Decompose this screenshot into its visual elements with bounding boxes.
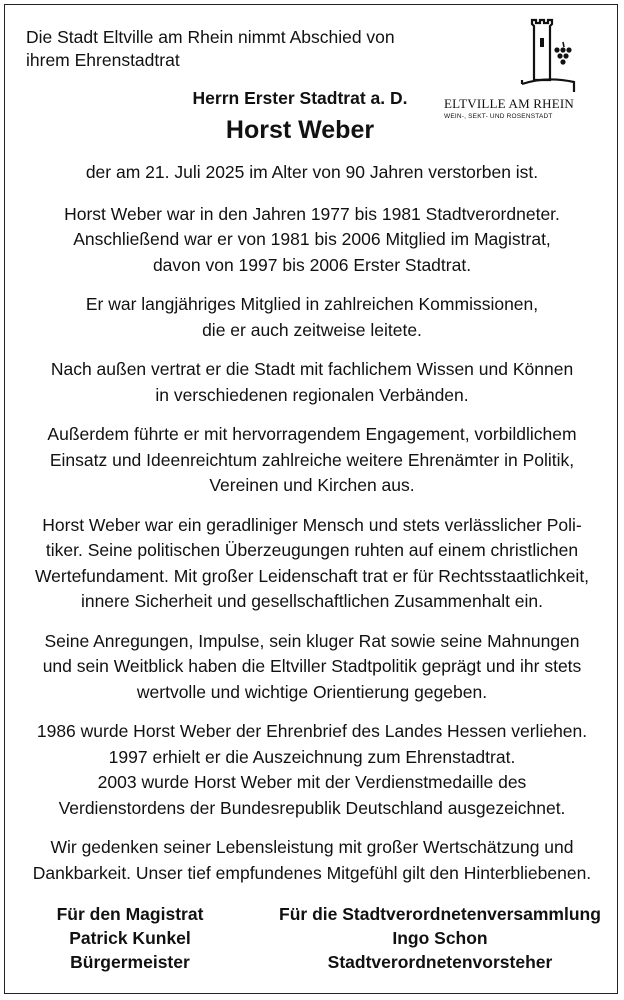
text-line: Dankbarkeit. Unser tief empfundenes Mitgefühl gilt den Hinterbliebenen. bbox=[32, 862, 592, 883]
text-line: Vereinen und Kirchen aus. bbox=[209, 475, 415, 495]
text-line: Wir gedenken seiner Lebensleistung mit großer Wertschätzung und bbox=[50, 837, 574, 857]
text-line: 1997 erhielt er die Auszeichnung zum Ehrenstadtrat. bbox=[108, 746, 516, 767]
paragraph bbox=[20, 357, 604, 408]
signature-stadtverordnetenversammlung bbox=[270, 902, 610, 974]
intro-text bbox=[26, 26, 446, 72]
deceased-name: Horst Weber bbox=[225, 116, 375, 144]
honorific: Herrn Erster Stadtrat a. D. bbox=[192, 88, 408, 108]
intro-line: ihrem Ehrenstadtrat bbox=[26, 50, 180, 70]
text-line: wertvolle und wichtige Orientierung gegeben. bbox=[136, 681, 488, 702]
text-line: Anschließend war er von 1981 bis 2006 Mitglied im Magistrat, bbox=[73, 229, 551, 249]
text-line: Verdienstordens der Bundesrepublik Deutschland ausgezeichnet. bbox=[58, 797, 566, 818]
signature-line: Für die Stadtverordnetenversammlung bbox=[279, 904, 601, 924]
paragraph bbox=[20, 629, 604, 706]
text-line: Seine Anregungen, Impulse, sein kluger Rat sowie seine Mahnungen bbox=[44, 630, 580, 651]
text-line: in verschiedenen regionalen Verbänden. bbox=[155, 384, 469, 405]
text-line: der am 21. Juli 2025 im Alter von 90 Jahren verstorben ist. bbox=[85, 162, 539, 182]
text-line: Einsatz und Ideenreichtum zahlreiche weitere Ehrenämter in Politik, bbox=[49, 449, 575, 470]
intro-line: Die Stadt Eltville am Rhein nimmt Abschied von bbox=[26, 27, 395, 47]
obituary-body bbox=[20, 160, 604, 900]
text-line: Nach außen vertrat er die Stadt mit fachlichem Wissen und Können bbox=[50, 359, 574, 379]
text-line: davon von 1997 bis 2006 Erster Stadtrat. bbox=[152, 254, 472, 275]
logo-name: ELTVILLE AM RHEIN bbox=[444, 96, 575, 111]
paragraph bbox=[20, 513, 604, 615]
text-line: Horst Weber war ein geradliniger Mensch und stets verlässlicher Poli- bbox=[42, 514, 582, 535]
text-line: 2003 wurde Horst Weber mit der Verdienstmedaille des bbox=[97, 772, 527, 792]
text-line: und sein Weitblick haben die Eltviller Stadtpolitik geprägt und ihr stets bbox=[42, 656, 582, 676]
text-line: Er war langjähriges Mitglied in zahlreichen Kommissionen, bbox=[85, 294, 539, 314]
text-line: 1986 wurde Horst Weber der Ehrenbrief des Landes Hessen verliehen. bbox=[36, 721, 588, 741]
signature-line: Stadtverordnetenvorsteher bbox=[327, 952, 553, 972]
paragraph bbox=[20, 422, 604, 499]
eltville-tower-grapes-icon bbox=[520, 18, 576, 94]
signature-line: Für den Magistrat bbox=[56, 904, 204, 924]
signature-line: Bürgermeister bbox=[70, 952, 190, 972]
paragraph bbox=[20, 160, 604, 186]
text-line: Horst Weber war in den Jahren 1977 bis 1981 Stadtverordneter. bbox=[64, 203, 560, 224]
text-line: tiker. Seine politischen Überzeugungen ruhten auf einem christlichen bbox=[45, 540, 579, 560]
paragraph bbox=[20, 719, 604, 821]
paragraph bbox=[20, 202, 604, 279]
text-line: Wertefundament. Mit großer Leidenschaft trat er für Rechtsstaatlichkeit, bbox=[34, 565, 590, 586]
signature-line: Ingo Schon bbox=[392, 928, 488, 948]
city-logo bbox=[440, 18, 600, 128]
text-line: innere Sicherheit und gesellschaftlichen Zusammenhalt ein. bbox=[80, 591, 544, 611]
paragraph bbox=[20, 835, 604, 886]
signature-magistrat bbox=[40, 902, 220, 974]
text-line: Außerdem führte er mit hervorragendem Engagement, vorbildlichem bbox=[47, 424, 577, 444]
signature-line: Patrick Kunkel bbox=[69, 928, 191, 948]
logo-subtitle: WEIN-, SEKT- UND ROSENSTADT bbox=[444, 113, 553, 120]
paragraph bbox=[20, 292, 604, 343]
text-line: die er auch zeitweise leitete. bbox=[202, 319, 422, 340]
